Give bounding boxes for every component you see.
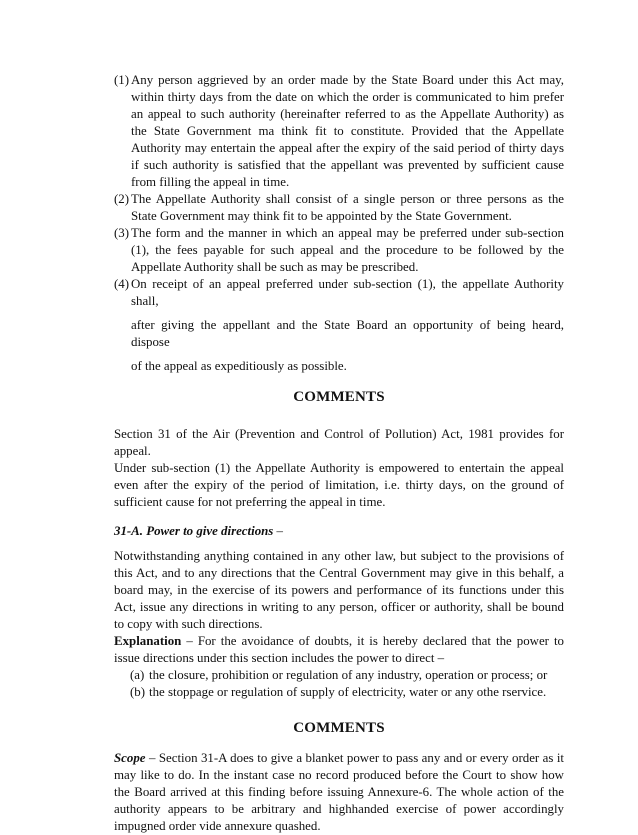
sub-item-a [114,667,564,684]
appeal-clause-3 [114,225,564,276]
clause-text: Any person aggrieved by an order made by the State Board under this Act may, within thirty days from the date on which the order is communicated to him prefer an appeal to such authority (hereinafter referred to as the Appellate Authority) as the State Government ma think fit to constitute. Provided that the Appellate Authority may entertain the appeal after the expiry of the said period of thirty days if such authority is satisfied that the appellant was prevented by sufficient cause from filling the appeal in time. [131,73,564,189]
section-title-text: 31-A. Power to give directions [114,524,274,538]
clause-number: (4) [114,277,130,291]
sub-item-text: the stoppage or regulation of supply of electricity, water or any othe rservice. [149,685,547,699]
scope-label: Scope [114,751,146,765]
scope-text: – Section 31-A does to give a blanket power to pass any and or every order as it may like to do. In the instant case no record produced before the Court to show how the Board arrived at this finding before issuing Annexure-6. The whole action of the authority appears to be arbitrary and highhanded exercise of power accordingly impugned order vide annexure quashed. [114,751,564,833]
sub-item-text: the closure, prohibition or regulation of any industry, operation or process; or [149,668,548,682]
scope-paragraph [114,750,564,835]
clause-text: The form and the manner in which an appeal may be preferred under sub-section (1), the fees payable for such appeal and the procedure to be followed by the Appellate Authority shall be such as may be prescribed. [131,226,564,274]
explanation-text: – For the avoidance of doubts, it is hereby declared that the power to issue directions under this section includes the power to direct – [114,634,564,665]
clause-line: On receipt of an appeal preferred under sub-section (1), the appellate Authority shall, [131,277,564,308]
comment-paragraph: Section 31 of the Air (Prevention and Control of Pollution) Act, 1981 provides for appeal. [114,427,564,458]
comment-paragraph: Under sub-section (1) the Appellate Authority is empowered to entertain the appeal even after the expiry of the period of limitation, i.e. thirty days, on the ground of sufficient cause for not preferring the appeal in time. [114,461,564,509]
explanation-label: Explanation [114,634,182,648]
clause-text: The Appellate Authority shall consist of a single person or three persons as the State Government may think fit to be appointed by the State Government. [131,192,564,223]
sub-item-b [114,684,564,701]
clause-line: after giving the appellant and the State Board an opportunity of being heard, dispose [131,318,564,349]
clause-line: of the appeal as expeditiously as possible. [131,359,347,373]
document-page [114,72,564,835]
section-title-dash: – [273,524,283,538]
clause-number: (2) [114,192,130,206]
appeal-clause-2 [114,191,564,225]
section-title [114,523,564,540]
sub-item-number: (b) [130,685,146,699]
appeal-clause-1 [114,72,564,191]
clause-text [131,276,564,375]
appeal-clause-4 [114,276,564,375]
comments-heading: COMMENTS [293,720,385,736]
sub-item-number: (a) [130,668,145,682]
section-body: Notwithstanding anything contained in any other law, but subject to the provisions of this Act, and to any directions that the Central Government may give in this behalf, a board may, in the exercise of its powers and performance of its functions under this Act, issue any directions in writing to any person, officer or authority, shall be bound to copy with such directions. [114,549,564,631]
comments-heading: COMMENTS [293,389,385,405]
explanation-paragraph [114,633,564,667]
clause-number: (3) [114,226,130,240]
clause-number: (1) [114,73,130,87]
